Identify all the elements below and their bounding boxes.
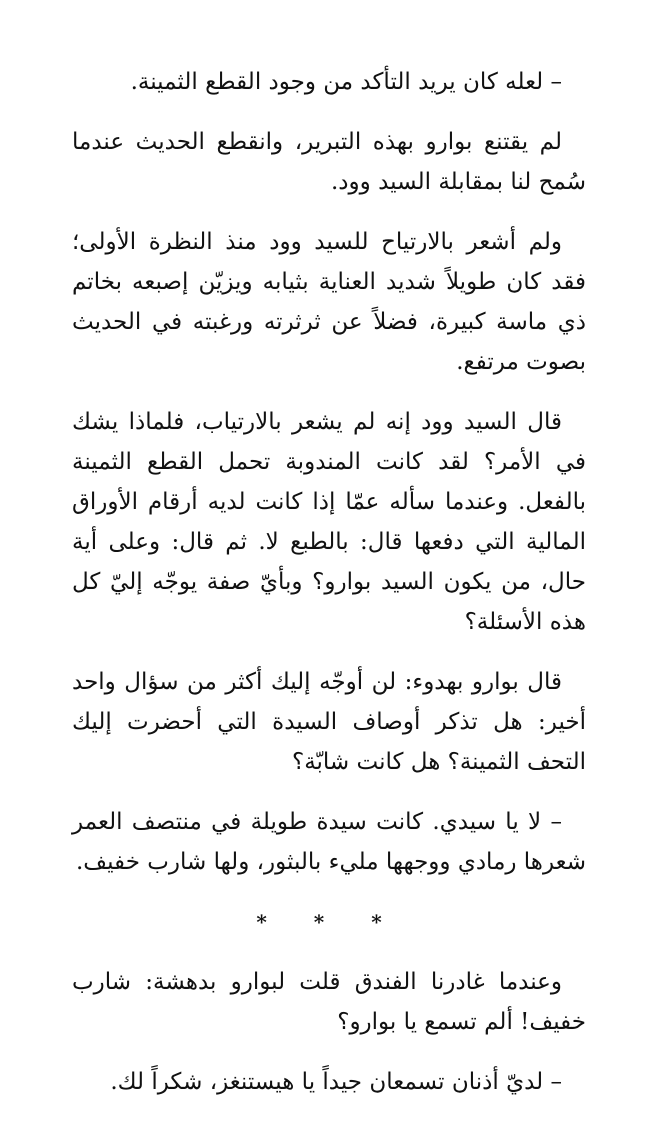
section-separator: * * * <box>256 910 402 934</box>
paragraph-8: – لديّ أذنان تسمعان جيداً يا هيستنغز، شكراً لك. <box>110 1069 562 1095</box>
paragraph-2: لم يقتنع بوارو بهذه التبرير، وانقطع الحديث عندما سُمح لنا بمقابلة السيد وود. <box>72 129 586 195</box>
paragraph-7: وعندما غادرنا الفندق قلت لبوارو بدهشة: شارب خفيف! ألم تسمع يا بوارو؟ <box>72 969 586 1035</box>
paragraph-1: – لعله كان يريد التأكد من وجود القطع الثمينة. <box>130 69 562 95</box>
book-page <box>72 62 586 1122</box>
paragraph-4: قال السيد وود إنه لم يشعر بالارتياب، فلماذا يشك في الأمر؟ لقد كانت المندوبة تحمل القطع الثمينة بالفعل. وعندما سأله عمّا إذا كانت لديه أرقام الأوراق المالية التي دفعها قال: بالطبع لا. ثم قال: وعلى أية حال، من يكون السيد بوارو؟ وبأيّ صفة يوجّه إليّ كل هذه الأسئلة؟ <box>72 409 586 635</box>
paragraph-5: قال بوارو بهدوء: لن أوجّه إليك أكثر من سؤال واحد أخير: هل تذكر أوصاف السيدة التي أحضرت إليك التحف الثمينة؟ هل كانت شابّة؟ <box>72 669 586 775</box>
paragraph-3: ولم أشعر بالارتياح للسيد وود منذ النظرة الأولى؛ فقد كان طويلاً شديد العناية بثيابه ويزيّن إصبعه بخاتم ذي ماسة كبيرة، فضلاً عن ثرثرته ورغبته في الحديث بصوت مرتفع. <box>72 229 586 375</box>
paragraph-6: – لا يا سيدي. كانت سيدة طويلة في منتصف العمر شعرها رمادي ووجهها مليء بالبثور، ولها شارب خفيف. <box>72 809 586 875</box>
